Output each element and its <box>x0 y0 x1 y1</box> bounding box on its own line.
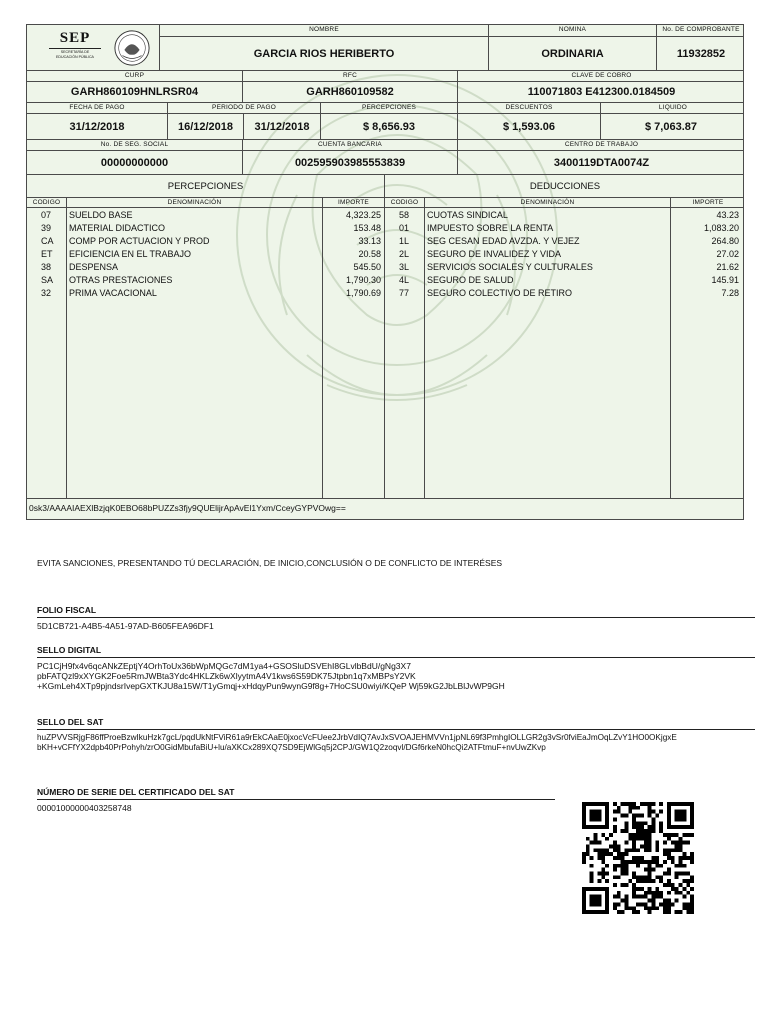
perc-row-1-importe: 4,323.25 <box>345 210 381 220</box>
certificado-rule <box>37 799 555 800</box>
deducciones-section-title <box>385 175 744 198</box>
percepciones-total-value: $ 8,656.93 <box>363 120 415 133</box>
ded-row-7-importe: 7.28 <box>721 288 739 298</box>
comprobante-label-cell <box>657 25 744 37</box>
centro-label: CENTRO DE TRABAJO <box>564 141 639 148</box>
liquido-value: $ 7,063.87 <box>645 120 697 133</box>
rfc-value: GARH860109582 <box>306 86 394 98</box>
cuenta-cell <box>243 151 458 175</box>
perc-row-1-denominacion: SUELDO BASE <box>69 210 133 220</box>
ded-row-5-importe: 21.62 <box>716 262 739 272</box>
cuenta-label-cell <box>243 140 458 151</box>
fecha-pago-value: 31/12/2018 <box>69 120 125 133</box>
descuentos-cell <box>458 114 601 140</box>
sello-sat-line-2: bKH+vCFfYX2dpb40PrPohyh/zrO0GidMbufaBiU+lu/aXKCx289XQ7SD9EjWlGq5j2CPJ/GW1Q2zoqvl/DGf6rkeN0hcQi2ATFtmuF+nvUwZKvp <box>37 743 546 752</box>
ded-row-5-codigo: 3L <box>399 262 410 272</box>
perc-col-codigo: CODIGO <box>27 198 67 208</box>
ded-row-3-denominacion: SEG CESAN EDAD AVZDA. Y VEJEZ <box>427 236 580 246</box>
perc-row-6-codigo: SA <box>41 275 54 285</box>
ded-row-6-codigo: 4L <box>399 275 410 285</box>
clave-value: 110071803 E412300.0184509 <box>527 86 676 98</box>
descuentos-label-cell <box>458 103 601 114</box>
nombre-label-cell <box>160 25 489 37</box>
curp-label-cell <box>27 71 243 82</box>
ded-row-6-denominacion: SEGURO DE SALUD <box>427 275 514 285</box>
perc-row-2-denominacion: MATERIAL DIDACTICO <box>69 223 166 233</box>
fecha-pago-value-cell <box>27 114 168 140</box>
perc-row-5-denominacion: DESPENSA <box>69 262 119 272</box>
periodo-label: PERIODO DE PAGO <box>212 104 276 111</box>
folio-fiscal-value: 5D1CB721-A4B5-4A51-97AD-B605FEA96DF1 <box>37 621 214 631</box>
ded-row-2-denominacion: IMPUESTO SOBRE LA RENTA <box>427 223 554 233</box>
nomina-label-cell <box>489 25 657 37</box>
periodo-label-cell <box>168 103 321 114</box>
perc-row-4-denominacion: EFICIENCIA EN EL TRABAJO <box>69 249 192 259</box>
ded-row-6-importe: 145.91 <box>711 275 739 285</box>
perc-row-3-denominacion: COMP POR ACTUACION Y PROD <box>69 236 210 246</box>
ded-col-codigo: CODIGO <box>385 198 425 208</box>
periodo-inicio-cell <box>168 114 244 140</box>
cadena-original: 0sk3/AAAAIAEXlBzjqK0EBO68bPUZZs3fjy9QUElijrApAvEl1Yxm/CceyGYPVOwg== <box>29 503 346 513</box>
percepciones-total-label: PERCEPCIONES <box>361 104 417 111</box>
descuentos-value: $ 1,593.06 <box>503 120 555 133</box>
perc-row-2-codigo: 39 <box>41 223 52 233</box>
body-bottom-rule <box>27 498 744 499</box>
ded-row-4-codigo: 2L <box>399 249 410 259</box>
payroll-receipt <box>26 24 744 520</box>
ded-row-4-importe: 27.02 <box>716 249 739 259</box>
perc-row-5-codigo: 38 <box>41 262 52 272</box>
rfc-label: RFC <box>343 72 357 79</box>
ded-row-4-denominacion: SEGURO DE INVALIDEZ Y VIDA <box>427 249 562 259</box>
ded-row-3-importe: 264.80 <box>711 236 739 246</box>
sep-logo-sub1: SECRETARÍA DE <box>60 50 90 54</box>
nomina-value: ORDINARIA <box>541 47 604 60</box>
cuenta-label: CUENTA BANCARIA <box>318 141 382 148</box>
nombre-label: NOMBRE <box>309 26 339 33</box>
seg-social-label-cell <box>27 140 243 151</box>
comprobante-value: 11932852 <box>676 47 726 60</box>
qr-code-icon <box>582 800 694 916</box>
perc-row-6-importe: 1,790.30 <box>345 275 381 285</box>
liquido-label-cell <box>601 103 744 114</box>
ded-row-3-codigo: 1L <box>399 236 410 246</box>
nombre-value-cell <box>160 37 489 71</box>
centro-label-cell <box>458 140 744 151</box>
sello-digital-line-1: PC1CjH9fx4v6qcANkZEptjY4OrhToUx36bWpMQGc7dM1ya4+GSOSluDSVEhI8GLvlbBdU/gNg3X7 <box>37 661 411 671</box>
nombre-value: GARCIA RIOS HERIBERTO <box>253 47 395 60</box>
perc-col-importe: IMPORTE <box>323 198 385 208</box>
rfc-value-cell <box>243 82 458 103</box>
clave-label: CLAVE DE COBRO <box>571 72 632 79</box>
curp-value: GARH860109HNLRSR04 <box>70 86 199 98</box>
seg-social-value: 00000000000 <box>100 156 169 169</box>
ded-col-importe: IMPORTE <box>671 198 744 208</box>
ded-row-7-denominacion: SEGURO COLECTIVO DE RETIRO <box>427 288 573 298</box>
perc-row-3-importe: 33.13 <box>358 236 381 246</box>
national-seal-icon <box>113 29 151 67</box>
curp-label: CURP <box>124 72 145 79</box>
deducciones-title: DEDUCCIONES <box>529 180 601 192</box>
cuenta-value: 002595903985553839 <box>294 156 406 169</box>
descuentos-label: DESCUENTOS <box>505 104 553 111</box>
fecha-pago-label: FECHA DE PAGO <box>69 104 125 111</box>
sello-digital-rule <box>37 657 755 658</box>
seg-social-cell <box>27 151 243 175</box>
liquido-label: LIQUIDO <box>658 104 688 111</box>
percepciones-total-cell <box>321 114 458 140</box>
periodo-inicio-value: 16/12/2018 <box>177 120 234 133</box>
percepciones-total-label-cell <box>321 103 458 114</box>
sello-digital-title: SELLO DIGITAL <box>37 645 102 655</box>
comprobante-value-cell <box>657 37 744 71</box>
ded-row-2-codigo: 01 <box>399 223 410 233</box>
sello-sat-title: SELLO DEL SAT <box>37 717 104 727</box>
ded-row-2-importe: 1,083.20 <box>703 223 739 233</box>
fecha-pago-label-cell <box>27 103 168 114</box>
sep-logo-sub2: EDUCACIÓN PÚBLICA <box>56 54 94 59</box>
aviso-text: EVITA SANCIONES, PRESENTANDO TÚ DECLARACIÓN, DE INICIO,CONCLUSIÓN O DE CONFLICTO DE INTERÉSES <box>37 558 503 568</box>
perc-col-denominacion: DENOMINACIÓN <box>67 198 323 208</box>
folio-fiscal-rule <box>37 617 755 618</box>
percepciones-section-title <box>27 175 385 198</box>
ded-row-1-codigo: 58 <box>399 210 410 220</box>
sello-sat-line-1: huZPVVSRjgF86ffProeBzwIkuHzk7gcL/pqdUkNtFViR61a9rEkCAaE0jxocVcFUee2JrbVdIQ7AvJxSVOAJEHMVVn1jpNL69f3PmhgIOLLGR2g3vSr0fviEaJmOqLZvY1HO0OKjgxE <box>37 733 677 742</box>
perc-row-7-codigo: 32 <box>41 288 52 298</box>
certificado-value: 00001000000403258748 <box>37 803 132 813</box>
ded-row-1-importe: 43.23 <box>716 210 739 220</box>
sep-logo-name: SEP <box>59 30 91 46</box>
perc-row-5-importe: 545.50 <box>353 262 381 272</box>
periodo-fin-value: 31/12/2018 <box>254 120 310 133</box>
ded-col-denominacion: DENOMINACIÓN <box>425 198 671 208</box>
periodo-fin-cell <box>244 114 321 140</box>
percepciones-title: PERCEPCIONES <box>167 180 244 192</box>
clave-value-cell <box>458 82 744 103</box>
nomina-value-cell <box>489 37 657 71</box>
perc-row-4-importe: 20.58 <box>358 249 381 259</box>
folio-fiscal-title: FOLIO FISCAL <box>37 605 97 615</box>
centro-cell <box>458 151 744 175</box>
nomina-label: NOMINA <box>558 26 587 33</box>
curp-value-cell <box>27 82 243 103</box>
ded-row-5-denominacion: SERVICIOS SOCIALES Y CULTURALES <box>427 262 593 272</box>
perc-row-1-codigo: 07 <box>41 210 52 220</box>
ded-row-1-denominacion: CUOTAS SINDICAL <box>427 210 508 220</box>
seg-social-label: No. DE SEG. SOCIAL <box>100 141 169 148</box>
liquido-cell <box>601 114 744 140</box>
centro-value: 3400119DTA0074Z <box>553 156 650 169</box>
sep-logo <box>27 25 160 71</box>
perc-row-2-importe: 153.48 <box>353 223 381 233</box>
perc-row-7-denominacion: PRIMA VACACIONAL <box>69 288 157 298</box>
ded-row-7-codigo: 77 <box>399 288 410 298</box>
comprobante-label: No. DE COMPROBANTE <box>662 26 740 33</box>
perc-row-4-codigo: ET <box>41 249 53 259</box>
rfc-label-cell <box>243 71 458 82</box>
sello-digital-line-3: +KGmLeh4XTp9pjndsrIvepGXTKJU8a15W/T1yGmqj+xHdqyPun9wynG9f8g+7HoCSU0wiyi/KQeP Wj59kG2JbLBlJvWP9GH <box>37 681 505 691</box>
clave-label-cell <box>458 71 744 82</box>
perc-row-6-denominacion: OTRAS PRESTACIONES <box>69 275 173 285</box>
perc-row-3-codigo: CA <box>41 236 54 246</box>
sello-sat-rule <box>37 729 755 730</box>
perc-row-7-importe: 1,790.69 <box>345 288 381 298</box>
sello-digital-line-2: pbFATQzl9xXYGK2Foe5RmJWBta3Ydc4HKLZk6wXlyytmA4V1kws6S59DK75Jtpbn1q7xMBPsY2VK <box>37 671 416 681</box>
certificado-title: NÚMERO DE SERIE DEL CERTIFICADO DEL SAT <box>37 787 235 797</box>
